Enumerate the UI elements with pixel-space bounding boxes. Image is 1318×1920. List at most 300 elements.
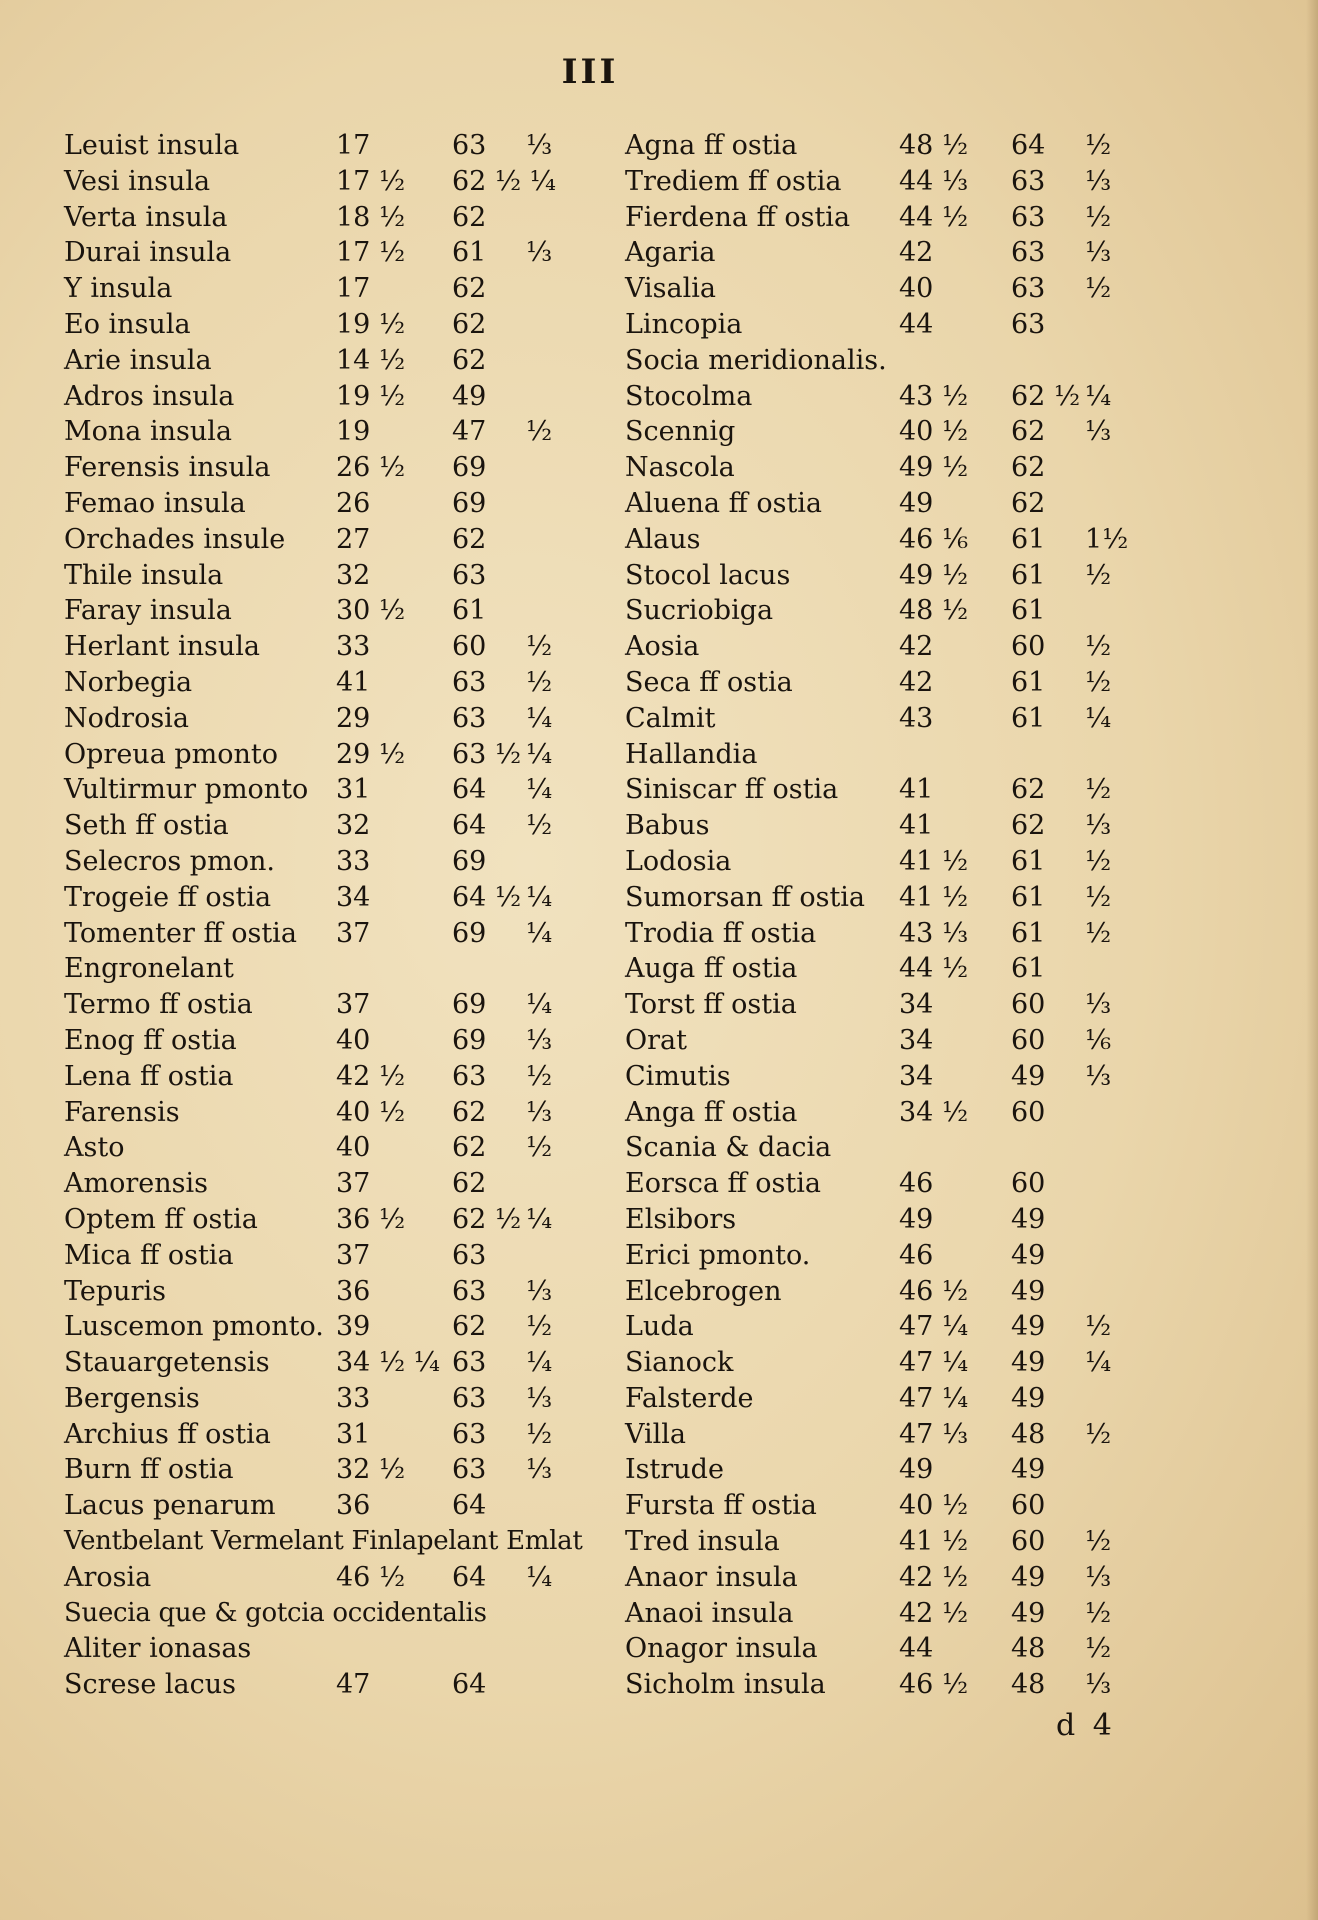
place-name: Tomenter ff ostia xyxy=(64,917,297,949)
latitude-value: 63 xyxy=(452,1454,487,1486)
place-name: Agaria xyxy=(625,237,716,269)
table-row xyxy=(64,1631,584,1667)
longitude-value: 33 xyxy=(336,631,371,663)
longitude-value: 46 ½ xyxy=(899,1669,969,1701)
table-row xyxy=(64,235,584,271)
fraction-value: ½ xyxy=(1085,559,1112,591)
table-row xyxy=(64,1238,584,1274)
longitude-value: 33 xyxy=(336,1382,371,1414)
table-row xyxy=(64,1560,584,1596)
latitude-value: 63 xyxy=(1011,308,1046,340)
table-row xyxy=(64,737,584,773)
place-name: Herlant insula xyxy=(64,631,260,663)
table-row xyxy=(625,1488,1125,1524)
fraction-value: ¼ xyxy=(1085,1347,1112,1379)
longitude-value: 46 ⅙ xyxy=(899,523,969,555)
fraction-value: ½ xyxy=(1085,1597,1112,1629)
table-row xyxy=(64,379,584,415)
place-name: Calmit xyxy=(625,702,716,734)
latitude-value: 61 xyxy=(1011,559,1046,591)
table-row xyxy=(64,414,584,450)
latitude-value: 69 xyxy=(452,452,487,484)
table-row xyxy=(625,1059,1125,1095)
latitude-value: 63 xyxy=(452,1347,487,1379)
table-row xyxy=(625,1274,1125,1310)
place-name: Vesi insula xyxy=(64,165,211,197)
fraction-value: ½ xyxy=(526,631,553,663)
fraction-value: ½ xyxy=(1085,881,1112,913)
fraction-value: 1½ xyxy=(1085,523,1129,555)
longitude-value: 43 ⅓ xyxy=(899,917,969,949)
place-name: Optem ff ostia xyxy=(64,1203,258,1235)
fraction-value: ½ xyxy=(1085,273,1112,305)
place-name: Nodrosia xyxy=(64,702,189,734)
fraction-value: ¼ xyxy=(526,1561,553,1593)
table-row xyxy=(625,450,1125,486)
place-name: Babus xyxy=(625,810,710,842)
place-name: Nascola xyxy=(625,452,735,484)
table-row xyxy=(64,593,584,629)
folio-number: III xyxy=(561,52,619,92)
table-row xyxy=(64,987,584,1023)
table-row xyxy=(625,772,1125,808)
left-column-table xyxy=(64,128,584,1703)
place-name: Femao insula xyxy=(64,487,246,519)
latitude-value: 61 xyxy=(1011,702,1046,734)
latitude-value: 49 xyxy=(1011,1203,1046,1235)
longitude-value: 44 ⅓ xyxy=(899,165,969,197)
place-name: Torst ff ostia xyxy=(625,989,797,1021)
table-row xyxy=(64,128,584,164)
longitude-value: 39 xyxy=(336,1311,371,1343)
latitude-value: 63 xyxy=(452,1239,487,1271)
latitude-value: 48 xyxy=(1011,1418,1046,1450)
fraction-value: ¼ xyxy=(526,1347,553,1379)
latitude-value: 64 xyxy=(1011,130,1046,161)
fraction-value: ½ xyxy=(1085,201,1112,233)
fraction-value: ¼ xyxy=(526,738,553,770)
table-row xyxy=(64,1345,584,1381)
fraction-value: ⅓ xyxy=(1085,237,1112,269)
fraction-value: ⅓ xyxy=(526,1382,553,1414)
latitude-value: 63 xyxy=(452,1418,487,1450)
table-row xyxy=(64,343,584,379)
latitude-value: 64 ½ xyxy=(452,881,522,913)
place-name: Anaoi insula xyxy=(625,1597,794,1629)
longitude-value: 44 ½ xyxy=(899,201,969,233)
fraction-value: ¼ xyxy=(526,1203,553,1235)
table-row xyxy=(625,379,1125,415)
table-row xyxy=(625,987,1125,1023)
signature-mark: d 4 xyxy=(1056,1708,1116,1743)
table-row xyxy=(625,522,1129,558)
table-row xyxy=(625,629,1125,665)
table-row xyxy=(625,1417,1125,1453)
longitude-value: 41 xyxy=(899,810,934,842)
longitude-value: 34 ½ xyxy=(899,1096,969,1128)
table-row xyxy=(625,343,1125,379)
place-name: Termo ff ostia xyxy=(64,989,253,1021)
table-row xyxy=(625,665,1125,701)
table-row xyxy=(64,1059,584,1095)
longitude-value: 26 xyxy=(336,487,371,519)
fraction-value: ½ xyxy=(1085,1311,1112,1343)
latitude-value: 62 xyxy=(1011,416,1046,448)
latitude-value: 62 xyxy=(1011,810,1046,842)
fraction-value: ⅓ xyxy=(1085,1060,1112,1092)
latitude-value: 60 xyxy=(1011,1096,1046,1128)
fraction-value: ¼ xyxy=(526,917,553,949)
latitude-value: 69 xyxy=(452,1024,487,1056)
place-name: Durai insula xyxy=(64,237,232,269)
table-row xyxy=(64,1667,584,1703)
longitude-value: 42 ½ xyxy=(899,1597,969,1629)
place-name: Aosia xyxy=(625,631,700,663)
latitude-value: 49 xyxy=(1011,1060,1046,1092)
table-row xyxy=(64,808,584,844)
fraction-value: ⅓ xyxy=(1085,1669,1112,1701)
latitude-value: 62 ½ xyxy=(452,1203,522,1235)
place-name: Lodosia xyxy=(625,845,732,877)
longitude-value: 42 ½ xyxy=(899,1561,969,1593)
latitude-value: 63 xyxy=(452,666,487,698)
latitude-value: 62 xyxy=(452,201,487,233)
table-row xyxy=(64,951,584,987)
fraction-value: ½ xyxy=(1085,917,1112,949)
fraction-value: ⅓ xyxy=(1085,810,1112,842)
latitude-value: 63 xyxy=(452,130,487,161)
latitude-value: 61 xyxy=(452,595,487,627)
longitude-value: 41 ½ xyxy=(899,881,969,913)
longitude-value: 42 xyxy=(899,666,934,698)
latitude-value: 63 xyxy=(452,559,487,591)
longitude-value: 40 xyxy=(336,1132,371,1164)
place-name: Stocolma xyxy=(625,380,753,412)
table-row xyxy=(64,1524,584,1560)
table-row xyxy=(64,307,584,343)
fraction-value: ⅓ xyxy=(526,130,553,161)
table-row xyxy=(64,629,584,665)
latitude-value: 69 xyxy=(452,845,487,877)
place-name: Vultirmur pmonto xyxy=(64,774,309,806)
place-name: Farensis xyxy=(64,1096,180,1128)
fraction-value: ½ xyxy=(1085,774,1112,806)
place-name: Adros insula xyxy=(64,380,235,412)
table-row xyxy=(64,1166,584,1202)
place-name: Hallandia xyxy=(625,738,758,770)
latitude-value: 49 xyxy=(1011,1597,1046,1629)
longitude-value: 47 ⅓ xyxy=(899,1418,969,1450)
latitude-value: 62 xyxy=(1011,774,1046,806)
latitude-value: 49 xyxy=(1011,1382,1046,1414)
longitude-value: 17 ½ xyxy=(336,165,406,197)
table-row xyxy=(64,772,584,808)
latitude-value: 64 xyxy=(452,1669,487,1701)
longitude-value: 37 xyxy=(336,989,371,1021)
place-name: Elsibors xyxy=(625,1203,737,1235)
latitude-value: 60 xyxy=(1011,631,1046,663)
latitude-value: 63 xyxy=(452,702,487,734)
fraction-value: ⅓ xyxy=(526,1454,553,1486)
place-name: Villa xyxy=(625,1418,687,1450)
latitude-value: 62 xyxy=(1011,487,1046,519)
fraction-value: ½ xyxy=(1085,1633,1112,1665)
place-name: Tred insula xyxy=(625,1526,780,1558)
fraction-value: ½ xyxy=(526,810,553,842)
latitude-value: 60 xyxy=(1011,1024,1046,1056)
latitude-value: 69 xyxy=(452,917,487,949)
longitude-value: 44 xyxy=(899,1633,934,1665)
fraction-value: ½ xyxy=(1085,845,1112,877)
latitude-value: 62 xyxy=(452,344,487,376)
fraction-value: ¼ xyxy=(1085,380,1112,412)
longitude-value: 46 ½ xyxy=(336,1561,406,1593)
place-name: Bergensis xyxy=(64,1382,200,1414)
longitude-value: 44 xyxy=(899,308,934,340)
longitude-value: 49 xyxy=(899,487,934,519)
table-row xyxy=(625,1452,1125,1488)
longitude-value: 41 xyxy=(899,774,934,806)
latitude-value: 49 xyxy=(1011,1239,1046,1271)
right-column-table xyxy=(625,128,1129,1703)
latitude-value: 69 xyxy=(452,487,487,519)
latitude-value: 64 xyxy=(452,774,487,806)
longitude-value: 47 ¼ xyxy=(899,1382,969,1414)
longitude-value: 40 xyxy=(899,273,934,305)
longitude-value: 33 xyxy=(336,845,371,877)
table-row xyxy=(625,1130,1125,1166)
longitude-value: 36 xyxy=(336,1490,371,1522)
table-row xyxy=(625,271,1125,307)
fraction-value: ½ xyxy=(526,1060,553,1092)
longitude-value: 18 ½ xyxy=(336,201,406,233)
latitude-value: 61 xyxy=(1011,523,1046,555)
table-row xyxy=(625,1166,1125,1202)
longitude-value: 19 ½ xyxy=(336,380,406,412)
longitude-value: 44 ½ xyxy=(899,953,969,985)
fraction-value: ½ xyxy=(1085,666,1112,698)
latitude-value: 61 xyxy=(1011,881,1046,913)
place-name: Screse lacus xyxy=(64,1669,237,1701)
longitude-value: 27 xyxy=(336,523,371,555)
latitude-value: 47 xyxy=(452,416,487,448)
table-row xyxy=(625,701,1125,737)
longitude-value: 49 xyxy=(899,1454,934,1486)
place-name: Stauargetensis xyxy=(64,1347,270,1379)
place-name: Socia meridionalis. xyxy=(625,344,887,376)
longitude-value: 19 ½ xyxy=(336,308,406,340)
latitude-value: 49 xyxy=(452,380,487,412)
longitude-value: 31 xyxy=(336,1418,371,1450)
place-name: Engronelant xyxy=(64,953,234,985)
place-name: Fierdena ff ostia xyxy=(625,201,851,233)
latitude-value: 60 xyxy=(1011,1168,1046,1200)
place-name: Seca ff ostia xyxy=(625,666,793,698)
latitude-value: 61 xyxy=(452,237,487,269)
table-row xyxy=(625,1667,1125,1703)
place-name: Siniscar ff ostia xyxy=(625,774,839,806)
place-name: Trediem ff ostia xyxy=(625,165,842,197)
table-row xyxy=(625,1309,1125,1345)
table-row xyxy=(625,808,1125,844)
latitude-value: 62 xyxy=(452,308,487,340)
place-name: Opreua pmonto xyxy=(64,738,279,770)
longitude-value: 29 ½ xyxy=(336,738,406,770)
place-name: Asto xyxy=(64,1132,125,1164)
place-name: Tepuris xyxy=(64,1275,166,1307)
table-row xyxy=(625,593,1125,629)
table-row xyxy=(64,271,584,307)
place-name: Amorensis xyxy=(64,1168,208,1200)
table-row xyxy=(625,1095,1125,1131)
place-name: Ferensis insula xyxy=(64,452,271,484)
place-name: Eo insula xyxy=(64,308,191,340)
fraction-value: ½ xyxy=(1085,130,1112,161)
place-name: Suecia que & gotcia occidentalis xyxy=(64,1597,487,1628)
place-name: Orchades insule xyxy=(64,523,286,555)
fraction-value: ⅓ xyxy=(1085,1561,1112,1593)
table-row xyxy=(64,1452,584,1488)
place-name: Eorsca ff ostia xyxy=(625,1168,821,1200)
fraction-value: ½ xyxy=(526,1132,553,1164)
longitude-value: 32 xyxy=(336,559,371,591)
longitude-value: 43 ½ xyxy=(899,380,969,412)
latitude-value: 62 xyxy=(452,1168,487,1200)
place-name: Mica ff ostia xyxy=(64,1239,234,1271)
place-name: Luscemon pmonto. xyxy=(64,1311,324,1343)
table-row xyxy=(64,1023,584,1059)
place-name: Aluena ff ostia xyxy=(625,487,823,519)
page-edge-shadow xyxy=(1306,0,1318,1920)
longitude-value: 17 xyxy=(336,130,371,161)
place-name: Lena ff ostia xyxy=(64,1060,234,1092)
latitude-value: 62 xyxy=(452,273,487,305)
place-name: Auga ff ostia xyxy=(625,953,798,985)
place-name: Trogeie ff ostia xyxy=(64,881,272,913)
table-row xyxy=(64,450,584,486)
fraction-value: ½ xyxy=(1085,631,1112,663)
place-name: Anga ff ostia xyxy=(625,1096,798,1128)
table-row xyxy=(625,1524,1125,1560)
longitude-value: 49 xyxy=(899,1203,934,1235)
latitude-value: 69 xyxy=(452,989,487,1021)
place-name: Fursta ff ostia xyxy=(625,1490,817,1522)
longitude-value: 42 xyxy=(899,237,934,269)
table-row xyxy=(64,1274,584,1310)
place-name: Sumorsan ff ostia xyxy=(625,881,866,913)
table-row xyxy=(625,200,1125,236)
latitude-value: 61 xyxy=(1011,845,1046,877)
fraction-value: ¼ xyxy=(526,881,553,913)
place-name: Archius ff ostia xyxy=(64,1418,271,1450)
longitude-value: 34 xyxy=(336,881,371,913)
table-row xyxy=(64,1309,584,1345)
place-name: Scennig xyxy=(625,416,736,448)
place-name: Y insula xyxy=(64,273,173,305)
latitude-value: 61 xyxy=(1011,917,1046,949)
latitude-value: 64 xyxy=(452,810,487,842)
fraction-value: ⅓ xyxy=(526,1096,553,1128)
table-row xyxy=(625,486,1125,522)
longitude-value: 37 xyxy=(336,917,371,949)
latitude-value: 61 xyxy=(1011,595,1046,627)
longitude-value: 30 ½ xyxy=(336,595,406,627)
latitude-value: 63 xyxy=(1011,165,1046,197)
latitude-value: 48 xyxy=(1011,1633,1046,1665)
place-name: Stocol lacus xyxy=(625,559,791,591)
longitude-value: 48 ½ xyxy=(899,130,969,161)
latitude-value: 60 xyxy=(452,631,487,663)
place-name: Alaus xyxy=(625,523,701,555)
longitude-value: 34 ½ ¼ xyxy=(336,1347,440,1379)
place-name: Erici pmonto. xyxy=(625,1239,811,1271)
table-row xyxy=(625,1202,1125,1238)
table-row xyxy=(625,916,1125,952)
table-row xyxy=(625,951,1125,987)
longitude-value: 34 xyxy=(899,1024,934,1056)
place-name: Seth ff ostia xyxy=(64,810,229,842)
table-row xyxy=(625,1345,1125,1381)
fraction-value: ⅓ xyxy=(526,1275,553,1307)
latitude-value: 62 xyxy=(1011,452,1046,484)
fraction-value: ⅓ xyxy=(1085,989,1112,1021)
table-row xyxy=(625,1596,1125,1632)
table-row xyxy=(625,844,1125,880)
longitude-value: 42 xyxy=(899,631,934,663)
table-row xyxy=(64,1596,584,1632)
place-name: Selecros pmon. xyxy=(64,845,275,877)
place-name: Trodia ff ostia xyxy=(625,917,817,949)
table-row xyxy=(64,522,584,558)
latitude-value: 49 xyxy=(1011,1275,1046,1307)
place-name: Agna ff ostia xyxy=(625,130,798,161)
place-name: Burn ff ostia xyxy=(64,1454,234,1486)
longitude-value: 42 ½ xyxy=(336,1060,406,1092)
longitude-value: 40 xyxy=(336,1024,371,1056)
latitude-value: 60 xyxy=(1011,1526,1046,1558)
table-row xyxy=(64,1202,584,1238)
fraction-value: ¼ xyxy=(1085,702,1112,734)
longitude-value: 40 ½ xyxy=(899,416,969,448)
longitude-value: 36 ½ xyxy=(336,1203,406,1235)
table-row xyxy=(64,1417,584,1453)
latitude-value: 63 xyxy=(1011,237,1046,269)
longitude-value: 46 ½ xyxy=(899,1275,969,1307)
latitude-value: 62 xyxy=(452,1311,487,1343)
place-name: Sucriobiga xyxy=(625,595,774,627)
place-name: Arosia xyxy=(64,1561,152,1593)
fraction-value: ⅓ xyxy=(1085,416,1112,448)
table-row xyxy=(625,414,1125,450)
place-name: Ventbelant Vermelant Finlapelant Emlat xyxy=(64,1526,583,1557)
fraction-value: ½ xyxy=(1085,1418,1112,1450)
latitude-value: 63 xyxy=(452,1275,487,1307)
table-row xyxy=(64,1130,584,1166)
place-name: Lacus penarum xyxy=(64,1490,276,1522)
fraction-value: ½ xyxy=(526,1418,553,1450)
longitude-value: 41 ½ xyxy=(899,845,969,877)
fraction-value: ½ xyxy=(526,666,553,698)
longitude-value: 46 xyxy=(899,1239,934,1271)
fraction-value: ⅓ xyxy=(526,237,553,269)
latitude-value: 62 xyxy=(452,1096,487,1128)
table-row xyxy=(625,307,1125,343)
table-row xyxy=(64,164,584,200)
latitude-value: 60 xyxy=(1011,989,1046,1021)
place-name: Cimutis xyxy=(625,1060,731,1092)
place-name: Verta insula xyxy=(64,201,228,233)
longitude-value: 47 xyxy=(336,1669,371,1701)
